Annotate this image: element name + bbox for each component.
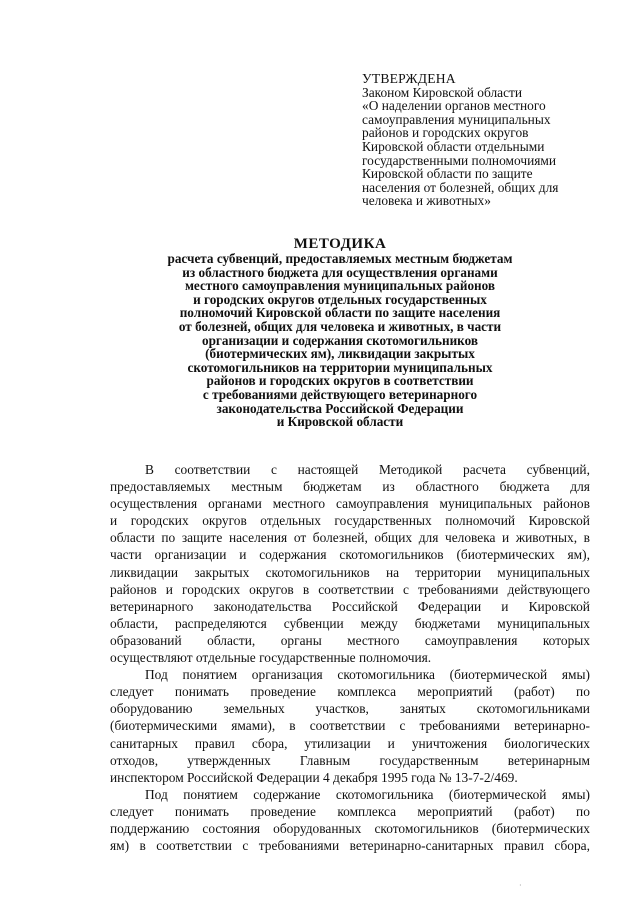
title-line: (биотермических ям), ликвидации закрытых xyxy=(205,346,475,362)
title-line: и Кировской области xyxy=(276,414,404,430)
paragraph xyxy=(110,786,590,854)
approval-line: «О наделении органов местного xyxy=(362,98,546,114)
title-line: районов и городских округов в соответствии xyxy=(206,373,474,389)
page-mark: · xyxy=(519,881,522,890)
paragraph-line: образований области, органы местного самоуправления которых xyxy=(110,632,590,648)
approval-line: Кировской области по защите xyxy=(362,166,533,182)
paragraph-line: области, распределяются субвенции между бюджетами муниципальных xyxy=(110,615,590,631)
title-main: МЕТОДИКА xyxy=(293,236,387,252)
paragraph-line: районов и городских округов в соответствии с требованиями действующего xyxy=(110,581,590,597)
title-line: местного самоуправления муниципальных районов xyxy=(184,278,496,294)
title-line: организации и содержания скотомогильников xyxy=(201,332,478,348)
approval-stamp xyxy=(362,72,602,208)
paragraph-line: осуществляют отдельные государственные полномочия. xyxy=(110,650,432,666)
paragraph-line: санитарных правил сбора, утилизации и уничтожения биологических xyxy=(110,735,590,751)
title-line: из областного бюджета для осуществления органами xyxy=(182,264,498,280)
paragraph-line: области по защите населения от болезней, общих для человека и животных, в xyxy=(110,530,590,546)
title-line: полномочий Кировской области по защите населения xyxy=(179,305,501,321)
approval-line: государственными полномочиями xyxy=(362,152,557,168)
title-line: расчета субвенций, предоставляемых местным бюджетам xyxy=(167,251,513,266)
paragraph-line: ям) в соответствии с требованиями ветеринарно-санитарных правил сбора, xyxy=(110,838,590,854)
paragraph-line: ликвидации закрытых скотомогильников на территории муниципальных xyxy=(110,564,590,580)
approval-line: районов и городских округов xyxy=(362,125,529,141)
approval-line: Законом Кировской области xyxy=(362,84,523,100)
paragraph-line: В соответствии с настоящей Методикой расчета субвенций, xyxy=(145,462,590,477)
paragraph-line: осуществления органами местного самоуправления муниципальных районов xyxy=(110,496,590,512)
approval-line: самоуправления муниципальных xyxy=(362,111,551,127)
approval-heading: УТВЕРЖДЕНА xyxy=(362,71,456,86)
paragraph-line: части организации и содержания скотомогильников (биотермических ям), xyxy=(110,547,590,563)
document-title xyxy=(110,236,570,429)
paragraph-line: следует понимать проведение комплекса мероприятий (работ) по xyxy=(110,803,590,819)
paragraph-line: и городских округов отдельных государственных полномочий Кировской xyxy=(110,513,590,529)
paragraph xyxy=(110,666,590,786)
approval-line: человека и животных» xyxy=(362,193,491,209)
document-body xyxy=(110,461,590,854)
paragraph-line: оборудованию земельных участков, занятых скотомогильниками xyxy=(110,701,590,717)
paragraph-line: следует понимать проведение комплекса мероприятий (работ) по xyxy=(110,684,590,700)
title-line: законодательства Российской Федерации xyxy=(216,400,464,416)
title-line: и городских округов отдельных государственных xyxy=(193,291,487,307)
paragraph-line: поддержанию состояния оборудованных скотомогильников (биотермических xyxy=(110,820,590,836)
paragraph-line: (биотермическими ямами), в соответствии с требованиями ветеринарно- xyxy=(110,718,590,734)
approval-line: Кировской области отдельными xyxy=(362,138,545,154)
title-line: с требованиями действующего ветеринарного xyxy=(202,386,478,402)
title-line: скотомогильников на территории муниципальных xyxy=(187,359,493,375)
paragraph xyxy=(110,461,590,666)
paragraph-line: предоставляемых местным бюджетам из областного бюджета для xyxy=(110,479,590,495)
approval-line: населения от болезней, общих для xyxy=(362,179,559,195)
paragraph-line: Под понятием организация скотомогильника (биотермической ямы) xyxy=(145,667,590,683)
paragraph-line: инспектором Российской Федерации 4 декабря 1995 года № 13-7-2/469. xyxy=(110,769,518,785)
paragraph-line: Под понятием содержание скотомогильника (биотермической ямы) xyxy=(145,786,590,802)
paragraph-line: ветеринарного законодательства Российской Федерации и Кировской xyxy=(110,598,590,614)
title-line: от болезней, общих для человека и животных, в части xyxy=(178,318,502,334)
paragraph-line: отходов, утвержденных Главным государственным ветеринарным xyxy=(110,752,590,768)
